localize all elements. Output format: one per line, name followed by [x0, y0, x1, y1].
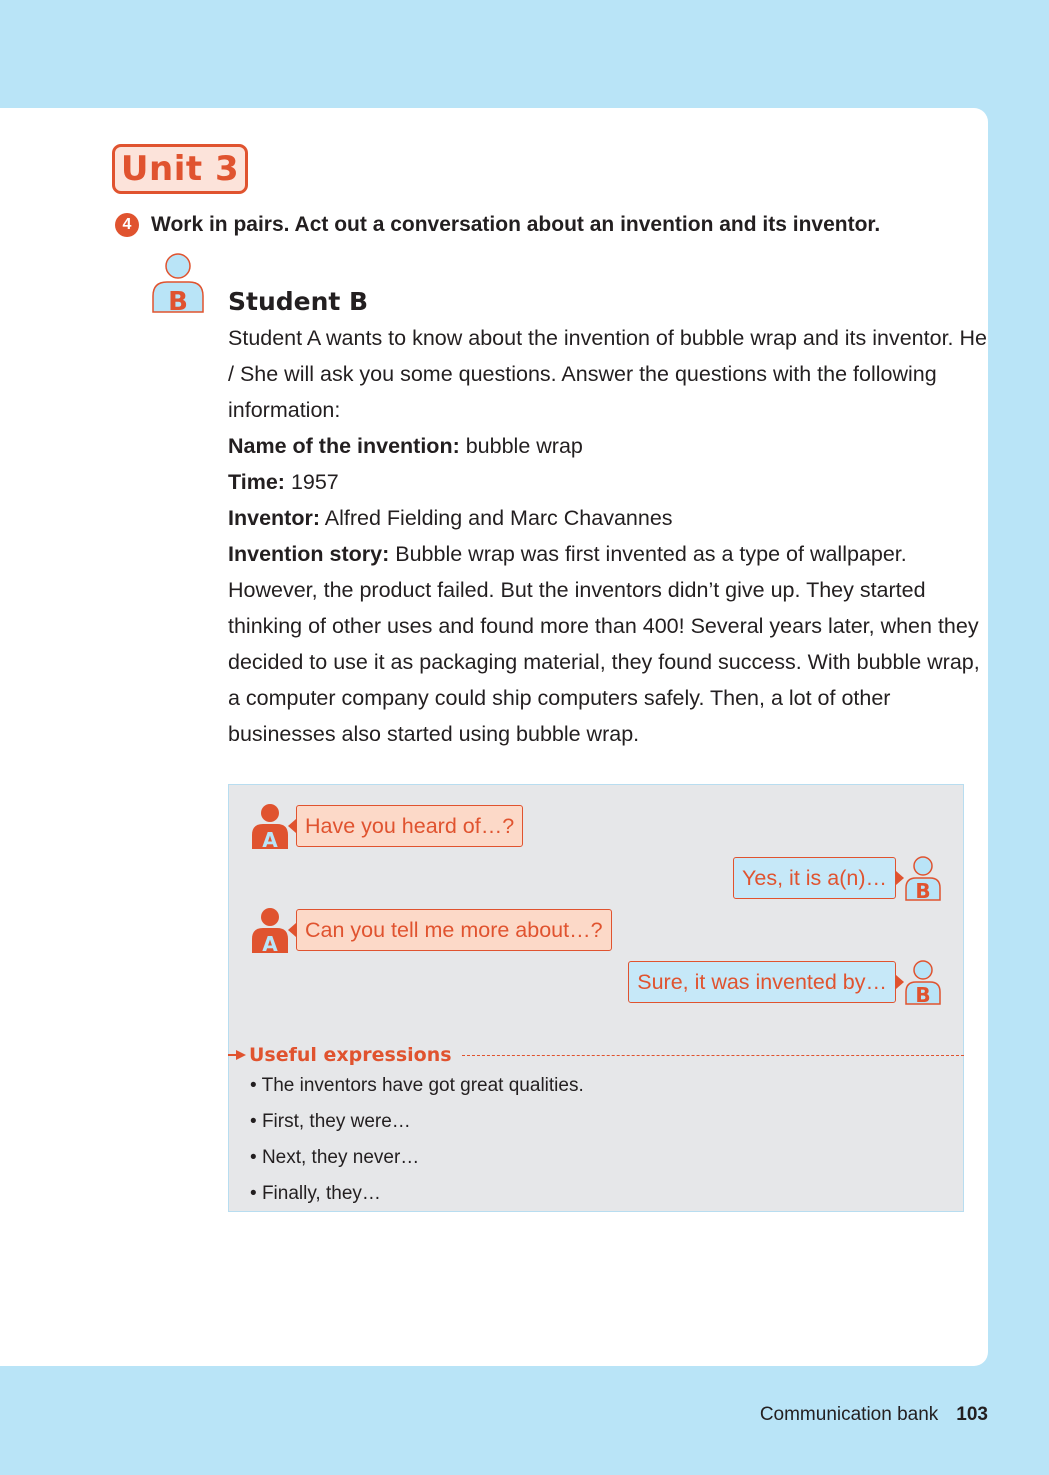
speaker-b-icon — [904, 855, 942, 901]
speaker-a-icon — [250, 907, 290, 953]
student-b-section — [228, 284, 988, 752]
task-text: Work in pairs. Act out a conversation about an invention and its inventor. — [151, 213, 881, 236]
arrow-stem — [228, 1054, 236, 1056]
dialogue-bubble-a: Have you heard of…? — [296, 805, 523, 847]
task-instruction — [115, 210, 995, 240]
dialogue-bubble-b: Yes, it is a(n)… — [733, 857, 896, 899]
speaker-a-icon — [250, 803, 290, 849]
field-value: bubble wrap — [465, 434, 583, 458]
page-number: 103 — [956, 1404, 988, 1425]
field-invention-name — [228, 428, 988, 464]
dashed-divider — [462, 1055, 964, 1056]
speaker-b-letter: B — [915, 983, 931, 1005]
field-value: Bubble wrap was first invented as a type of wallpaper. However, the product failed. But the inventors didn’t give up. They started thinking of other uses and found more than 400! Several years later, when they decided to use it as packaging material, they found success. With bubble wrap, a computer company could ship computers safely. Then, a lot of other businesses also started using bubble wrap. — [228, 542, 980, 746]
student-b-avatar-letter: B — [168, 287, 188, 314]
speaker-b-icon — [904, 959, 942, 1005]
arrow-right-icon — [236, 1050, 246, 1060]
list-item: • Finally, they… — [250, 1176, 584, 1212]
field-value: Alfred Fielding and Marc Chavannes — [324, 506, 673, 530]
useful-expressions-header — [228, 1042, 964, 1068]
student-intro: Student A wants to know about the invention of bubble wrap and its inventor. He / She will ask you some questions. Answer the questions with the following information: — [228, 326, 987, 422]
dialogue-bubble-a: Can you tell me more about…? — [296, 909, 612, 951]
footer-section: Communication bank — [759, 1404, 939, 1425]
speaker-a-letter: A — [262, 932, 278, 953]
field-invention-story — [228, 536, 988, 752]
page-footer — [760, 1401, 988, 1429]
speaker-a-letter: A — [262, 828, 278, 849]
useful-expressions-list — [250, 1068, 584, 1212]
dialogue-bubble-b: Sure, it was invented by… — [628, 961, 896, 1003]
unit-badge: Unit 3 — [112, 144, 248, 194]
student-heading: Student B — [228, 287, 369, 316]
list-item: • Next, they never… — [250, 1140, 584, 1176]
field-label: Name of the invention: — [228, 434, 460, 458]
list-item: • The inventors have got great qualities. — [250, 1068, 584, 1104]
student-b-avatar-icon — [150, 252, 206, 314]
task-number: 4 — [115, 213, 139, 237]
field-label: Inventor: — [228, 506, 320, 530]
list-item: • First, they were… — [250, 1104, 584, 1140]
speaker-b-letter: B — [915, 879, 931, 901]
field-label: Invention story: — [228, 542, 390, 566]
field-time — [228, 464, 988, 500]
field-inventor — [228, 500, 988, 536]
field-label: Time: — [228, 470, 285, 494]
useful-expressions-title: Useful expressions — [249, 1044, 452, 1066]
field-value: 1957 — [290, 470, 339, 494]
